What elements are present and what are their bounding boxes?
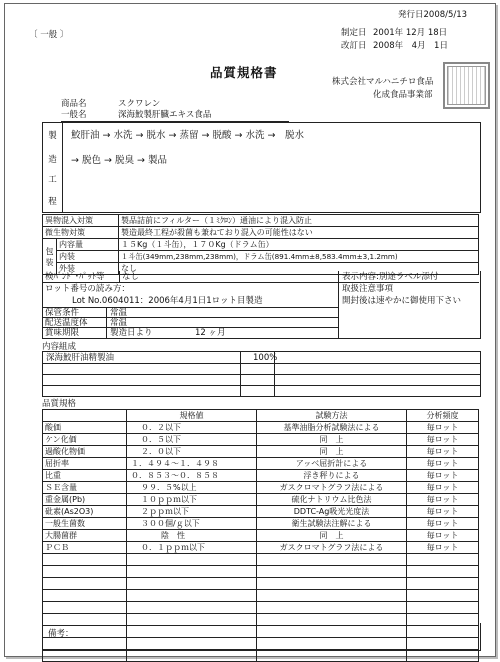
general-name: 深海鮫製肝臓エキス食品	[118, 110, 212, 120]
info-value: １５Kg（１斗缶），１７０Kg（ドラム缶）	[119, 239, 479, 251]
table-row	[43, 434, 479, 446]
quality-spec: ２ｐｐｍ以下	[127, 506, 257, 518]
quality-item: ＰＣＢ	[43, 542, 127, 554]
quality-item: 一般生菌数	[43, 518, 127, 530]
table-row-empty	[43, 566, 479, 578]
table-row	[43, 422, 479, 434]
quality-frequency: 毎ロット	[407, 494, 479, 506]
table-row	[43, 446, 479, 458]
quality-item: 過酸化物価	[43, 446, 127, 458]
quality-frequency: 毎ロット	[407, 482, 479, 494]
ingredient-name: 深海鮫肝油精製油	[46, 353, 115, 363]
page-title: 品質規格書	[210, 65, 278, 80]
quality-frequency: 毎ロット	[407, 446, 479, 458]
quality-spec: １０ｐｐｍ以下	[127, 494, 257, 506]
company-name: 株式会社マルハニチロ食品	[332, 77, 434, 87]
storage-value: 常温	[110, 308, 128, 318]
quality-spec: ０．２以下	[127, 422, 257, 434]
quality-item: 砒素(As2O3)	[43, 506, 127, 518]
lot-title: ロット番号の読み方：	[45, 284, 130, 294]
process-flow-line-2: → 脱色 → 脱臭 → 製品	[71, 155, 167, 166]
table-row	[43, 530, 479, 542]
established-date: 2001年 12月 18日	[373, 28, 448, 38]
header-spec: 規格値	[127, 410, 257, 422]
quality-item: 大腸菌群	[43, 530, 127, 542]
storage-label: 保管条件	[45, 308, 80, 318]
composition-table	[42, 351, 481, 397]
info-value: なし	[119, 263, 479, 275]
quality-spec: ３００個/ｇ以下	[127, 518, 257, 530]
quality-method: 同 上	[257, 530, 407, 542]
quality-item: ケン化価	[43, 434, 127, 446]
quality-frequency: 毎ロット	[407, 530, 479, 542]
info-label: 異物混入対策	[43, 215, 119, 227]
process-box	[42, 122, 481, 213]
table-row-empty	[43, 602, 479, 614]
quality-spec: ０．８５３～０．８５８	[127, 470, 257, 482]
mid-section	[42, 271, 479, 338]
quality-item: 屈折率	[43, 458, 127, 470]
category-label: 〔 一般 〕	[29, 30, 69, 40]
info-value: 製品詰前にフィルター（１ﾐｸﾛﾝ）通油により混入防止	[119, 215, 479, 227]
quality-frequency: 毎ロット	[407, 506, 479, 518]
table-row	[43, 542, 479, 554]
info-row	[43, 239, 479, 251]
document-sheet	[4, 3, 496, 657]
quality-item: 重金属(Pb)	[43, 494, 127, 506]
table-row	[43, 518, 479, 530]
remarks-box	[42, 623, 481, 651]
process-label-2: 造	[48, 155, 57, 165]
handling-title: 取扱注意事項	[342, 284, 394, 294]
table-row-empty	[43, 590, 479, 602]
quality-method: アッベ屈折計による	[257, 458, 407, 470]
table-row	[43, 470, 479, 482]
packing-label: 包装	[43, 239, 57, 275]
info-value: 製造最終工程が殺菌も兼ねており混入の可能性はない	[119, 227, 479, 239]
header-frequency: 分析頻度	[407, 410, 479, 422]
revised-date: 2008年 4月 1日	[373, 41, 448, 51]
quality-method: ガスクロマトグラフ法による	[257, 542, 407, 554]
revised-label: 改訂日	[341, 41, 367, 51]
quality-header-row	[43, 410, 479, 422]
info-row	[43, 251, 479, 263]
quality-frequency: 毎ロット	[407, 518, 479, 530]
shelf-life-value: 製造日より 12 ヶ月	[110, 328, 226, 338]
band-pad-value: なし	[122, 272, 140, 282]
info-label: 外装	[57, 263, 119, 275]
quality-frequency: 毎ロット	[407, 470, 479, 482]
quality-method: 硫化ナトリウム比色法	[257, 494, 407, 506]
process-label-1: 製	[48, 131, 57, 141]
display-label: 表示内容:別途ラベル添付	[342, 272, 439, 282]
table-row	[43, 458, 479, 470]
quality-frequency: 毎ロット	[407, 434, 479, 446]
info-row	[43, 215, 479, 227]
quality-method: 基準油脂分析試験法による	[257, 422, 407, 434]
info-label: 微生物対策	[43, 227, 119, 239]
process-label-3: 工	[48, 175, 57, 185]
quality-spec: １．４９４～１．４９８	[127, 458, 257, 470]
quality-method: 浮き秤りによる	[257, 470, 407, 482]
band-pad-label: 検ﾊﾞﾝﾄﾞ･ﾊﾟｯﾄ等	[45, 272, 105, 282]
lot-text: Lot No.0604011：2006年4月1日1ロット目製造	[72, 296, 263, 306]
issue-date: 発行日2008/5/13	[398, 10, 468, 20]
quality-spec: ２．０以下	[127, 446, 257, 458]
quality-frequency: 毎ロット	[407, 542, 479, 554]
quality-item: 比重	[43, 470, 127, 482]
handling-text: 開封後は速やかに御使用下さい	[342, 296, 462, 306]
delivery-temp-label: 配送温度体	[45, 318, 88, 328]
product-name-label: 商品名	[61, 99, 87, 109]
table-row	[43, 494, 479, 506]
quality-spec: 陰 性	[127, 530, 257, 542]
quality-method: ガスクロマトグラフ法による	[257, 482, 407, 494]
info-value: １斗缶(349mm,238mm,238mm)，ドラム缶(891.4mm±8,583.4mm±3,1.2mm)	[119, 251, 479, 263]
quality-frequency: 毎ロット	[407, 458, 479, 470]
general-name-label: 一般名	[61, 110, 87, 120]
header-method: 試験方法	[257, 410, 407, 422]
quality-frequency: 毎ロット	[407, 422, 479, 434]
quality-title: 品質規格	[42, 399, 77, 409]
delivery-temp-value: 常温	[110, 318, 128, 328]
quality-item: 酸価	[43, 422, 127, 434]
quality-spec: ０．５以下	[127, 434, 257, 446]
table-row	[43, 482, 479, 494]
remarks-label: 備考：	[48, 629, 74, 639]
quality-spec: ０．１ｐｐｍ以下	[127, 542, 257, 554]
product-name: スクワレン	[118, 99, 161, 109]
process-label-4: 程	[48, 197, 57, 207]
process-flow-line-1: 鮫肝油 → 水洗 → 脱水 → 蒸留 → 脱酸 → 水洗 → 脱水	[71, 130, 304, 141]
table-row	[43, 506, 479, 518]
shelf-life-label: 賞味期限	[45, 328, 80, 338]
company-seal-stamp	[443, 62, 490, 109]
composition-title: 内容組成	[42, 342, 77, 352]
info-label: 内容量	[57, 239, 119, 251]
quality-method: 同 上	[257, 446, 407, 458]
info-label: 内装	[57, 251, 119, 263]
ingredient-percent: 100%	[253, 353, 278, 363]
quality-method: 衛生試験法注解による	[257, 518, 407, 530]
quality-spec: ９９．５%以上	[127, 482, 257, 494]
established-label: 制定日	[341, 28, 367, 38]
table-row-empty	[43, 554, 479, 566]
info-row	[43, 227, 479, 239]
info-table	[42, 214, 479, 275]
table-row-empty	[43, 578, 479, 590]
division-name: 化成食品事業部	[373, 90, 433, 100]
quality-method: 同 上	[257, 434, 407, 446]
quality-method: DDTC-Ag吸光光度法	[257, 506, 407, 518]
quality-item: ＳＥ含量	[43, 482, 127, 494]
